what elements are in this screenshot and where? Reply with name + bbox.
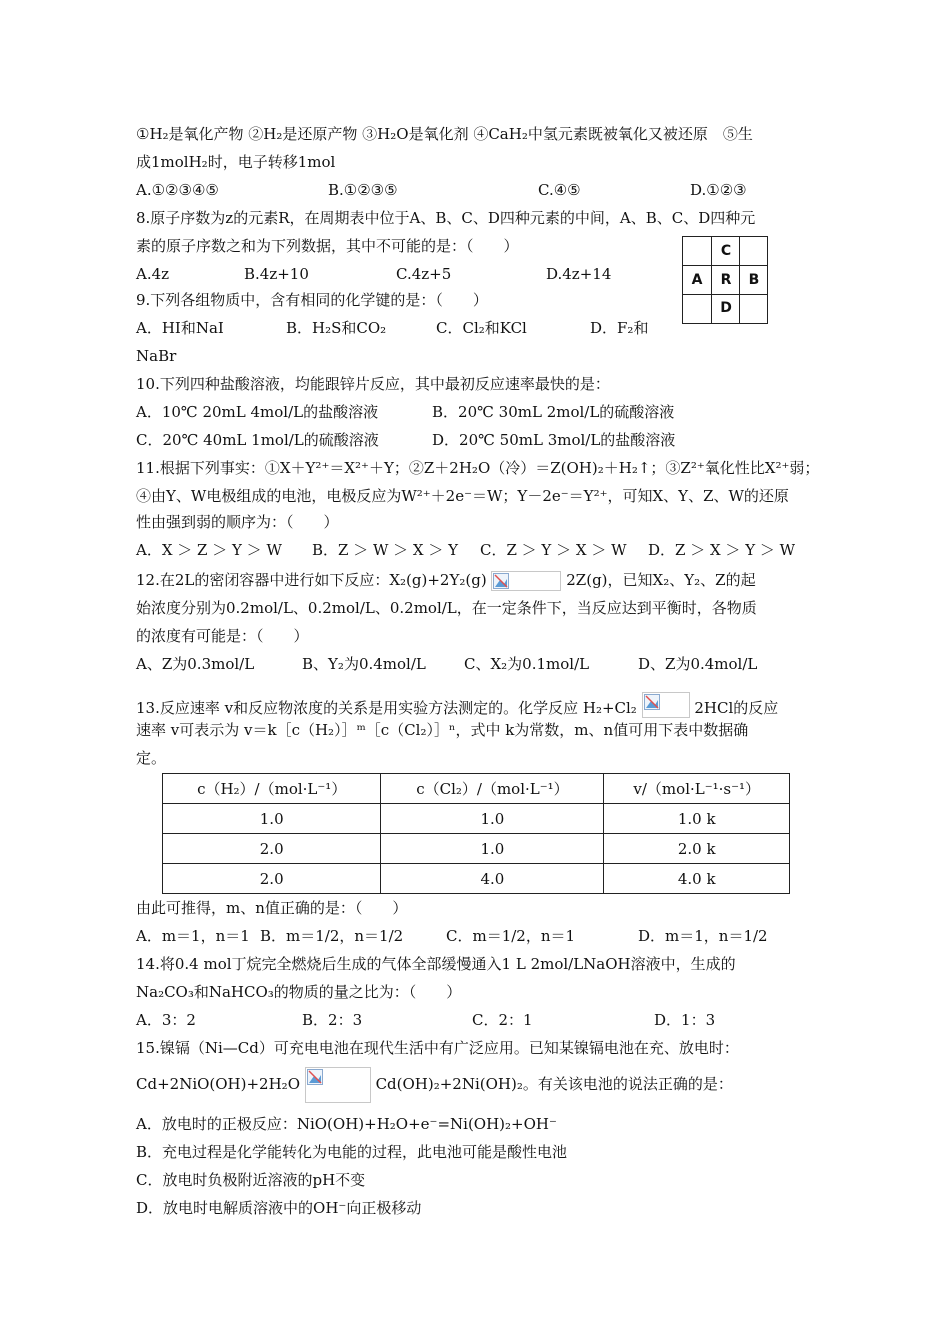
q9-option-d: D．F₂和	[590, 319, 649, 337]
q8-option-a: A.4z	[136, 265, 170, 283]
q15-option-d: D．放电时电解质溶液中的OH⁻向正极移动	[136, 1199, 422, 1217]
q12-stem-line-2: 始浓度分别为0.2mol/L、0.2mol/L、0.2mol/L，在一定条件下，当反应达到平衡时，各物质	[136, 599, 757, 617]
charge-discharge-arrow-image	[305, 1067, 371, 1103]
q15-equation	[136, 1066, 733, 1103]
q13-stem-line-2: 速率 v可表示为 v＝k［c（H₂）］ᵐ［c（Cl₂）］ⁿ，式中 k为常数，m、n值可用下表中数据确	[136, 721, 749, 739]
table-cell: 1.0	[163, 804, 381, 834]
q10-stem: 10.下列四种盐酸溶液，均能跟锌片反应，其中最初反应速率最快的是：	[136, 375, 610, 393]
q9-option-d-cont: NaBr	[136, 347, 177, 365]
q14-stem-line-1: 14.将0.4 mol丁烷完全燃烧后生成的气体全部缓慢通入1 L 2mol/LNaOH溶液中，生成的	[136, 955, 736, 973]
q15-stem-line-1: 15.镍镉（Ni—Cd）可充电电池在现代生活中有广泛应用。已知某镍镉电池在充、放电时：	[136, 1039, 739, 1057]
q12-option-a: A、Z为0.3mol/L	[136, 655, 255, 673]
q12-stem-line-3: 的浓度有可能是：（ ）	[136, 627, 309, 645]
broken-image-icon	[644, 694, 660, 710]
reaction-condition-image	[642, 692, 690, 718]
periodic-position-grid	[682, 236, 768, 324]
q9-option-b: B．H₂S和CO₂	[286, 319, 387, 337]
q7-statements-line-2: 成1molH₂时，电子转移1mol	[136, 153, 336, 171]
q13-stem-part-1: 13.反应速率 v和反应物浓度的关系是用实验方法测定的。化学反应 H₂+Cl₂	[136, 699, 637, 717]
q15-equation-left: Cd+2NiO(OH)+2H₂O	[136, 1075, 300, 1093]
table-cell: 1.0	[381, 804, 604, 834]
q15-option-c: C．放电时负极附近溶液的pH不变	[136, 1171, 366, 1189]
grid-cell-d: D	[720, 300, 732, 316]
broken-image-icon	[493, 573, 509, 589]
q11-stem-line-1: 11.根据下列事实：①X＋Y²⁺＝X²⁺＋Y；②Z＋2H₂O（冷）＝Z(OH)₂＋H₂↑；③Z²⁺氧化性比X²⁺弱；	[136, 459, 820, 477]
grid-cell-b: B	[748, 272, 760, 288]
broken-image-icon	[307, 1069, 323, 1085]
q7-option-d: D.①②③	[690, 181, 747, 199]
table-header-row	[163, 774, 790, 804]
q13-option-a: A．m＝1，n＝1	[136, 927, 250, 945]
table-header-cell: v/（mol·L⁻¹·s⁻¹）	[604, 774, 790, 804]
table-row	[163, 864, 790, 894]
rate-data-table	[162, 773, 790, 894]
q8-stem-line-2: 素的原子序数之和为下列数据，其中不可能的是：（ ）	[136, 237, 519, 255]
q7-option-b: B.①②③⑤	[328, 181, 398, 199]
q12-stem-line-1	[136, 570, 756, 591]
table-cell: 2.0 k	[604, 834, 790, 864]
q11-stem-line-3: 性由强到弱的顺序为：（ ）	[136, 513, 339, 531]
table-header-cell: c（H₂）/（mol·L⁻¹）	[163, 774, 381, 804]
q12-option-c: C、X₂为0.1mol/L	[464, 655, 590, 673]
grid-cell-c: C	[720, 243, 732, 259]
q10-option-b: B．20℃ 30mL 2mol/L的硫酸溶液	[432, 403, 675, 421]
q13-stem-part-2: 2HCl的反应	[694, 699, 779, 717]
q10-option-c: C．20℃ 40mL 1mol/L的硫酸溶液	[136, 431, 379, 449]
q10-option-d: D．20℃ 50mL 3mol/L的盐酸溶液	[432, 431, 676, 449]
q8-option-b: B.4z+10	[244, 265, 309, 283]
q14-option-b: B．2：3	[302, 1011, 363, 1029]
table-cell: 4.0	[381, 864, 604, 894]
q12-stem-part-2: 2Z(g)，已知X₂、Y₂、Z的起	[566, 571, 756, 589]
q14-option-c: C．2：1	[472, 1011, 533, 1029]
q10-option-a: A．10℃ 20mL 4mol/L的盐酸溶液	[136, 403, 379, 421]
q7-option-c: C.④⑤	[538, 181, 581, 199]
q13-option-c: C．m＝1/2，n＝1	[446, 927, 576, 945]
q12-stem-part-1: 12.在2L的密闭容器中进行如下反应：X₂(g)+2Y₂(g)	[136, 571, 487, 589]
q8-option-d: D.4z+14	[546, 265, 612, 283]
q9-option-a: A．HI和NaI	[136, 319, 224, 337]
q12-option-b: B、Y₂为0.4mol/L	[302, 655, 426, 673]
q11-option-a: A．X ＞ Z ＞ Y ＞ W	[136, 541, 282, 559]
q11-option-d: D．Z ＞ X ＞ Y ＞ W	[648, 541, 796, 559]
q11-option-b: B．Z ＞ W ＞ X ＞ Y	[312, 541, 459, 559]
q9-option-c: C．Cl₂和KCl	[436, 319, 527, 337]
table-cell: 1.0 k	[604, 804, 790, 834]
grid-cell-r: R	[720, 272, 732, 288]
q15-option-a: A．放电时的正极反应：NiO(OH)+H₂O+e⁻=Ni(OH)₂+OH⁻	[136, 1115, 557, 1133]
q14-stem-line-2: Na₂CO₃和NaHCO₃的物质的量之比为：（ ）	[136, 983, 462, 1001]
q8-option-c: C.4z+5	[396, 265, 452, 283]
q11-stem-line-2: ④由Y、W电极组成的电池，电极反应为W²⁺＋2e⁻＝W；Y－2e⁻＝Y²⁺，可知X、Y、Z、W的还原	[136, 487, 789, 505]
q12-option-d: D、Z为0.4mol/L	[638, 655, 758, 673]
q7-option-a: A.①②③④⑤	[136, 181, 219, 199]
q14-option-a: A．3：2	[136, 1011, 196, 1029]
table-header-cell: c（Cl₂）/（mol·L⁻¹）	[381, 774, 604, 804]
table-cell: 4.0 k	[604, 864, 790, 894]
reversible-arrow-image	[491, 571, 561, 591]
grid-cell-a: A	[691, 272, 703, 288]
table-row	[163, 834, 790, 864]
table-cell: 2.0	[163, 834, 381, 864]
q15-option-b: B．充电过程是化学能转化为电能的过程，此电池可能是酸性电池	[136, 1143, 568, 1161]
table-row	[163, 804, 790, 834]
q7-statements-line-1: ①H₂是氧化产物 ②H₂是还原产物 ③H₂O是氧化剂 ④CaH₂中氢元素既被氧化又被还原 ⑤生	[136, 125, 753, 143]
q14-option-d: D．1：3	[654, 1011, 716, 1029]
q11-option-c: C．Z ＞ Y ＞ X ＞ W	[480, 541, 627, 559]
q13-stem-line-1	[136, 692, 778, 718]
q9-stem: 9.下列各组物质中，含有相同的化学键的是：（ ）	[136, 291, 488, 309]
q8-stem-line-1: 8.原子序数为z的元素R，在周期表中位于A、B、C、D四种元素的中间，A、B、C、D四种元	[136, 209, 756, 227]
q15-equation-right: Cd(OH)₂+2Ni(OH)₂。有关该电池的说法正确的是：	[375, 1075, 733, 1093]
table-cell: 1.0	[381, 834, 604, 864]
q13-option-b: B．m＝1/2，n＝1/2	[260, 927, 404, 945]
q13-stem-line-3: 定。	[136, 749, 167, 767]
q13-question: 由此可推得，m、n值正确的是：（ ）	[136, 899, 408, 917]
table-cell: 2.0	[163, 864, 381, 894]
q13-option-d: D．m＝1，n＝1/2	[638, 927, 768, 945]
